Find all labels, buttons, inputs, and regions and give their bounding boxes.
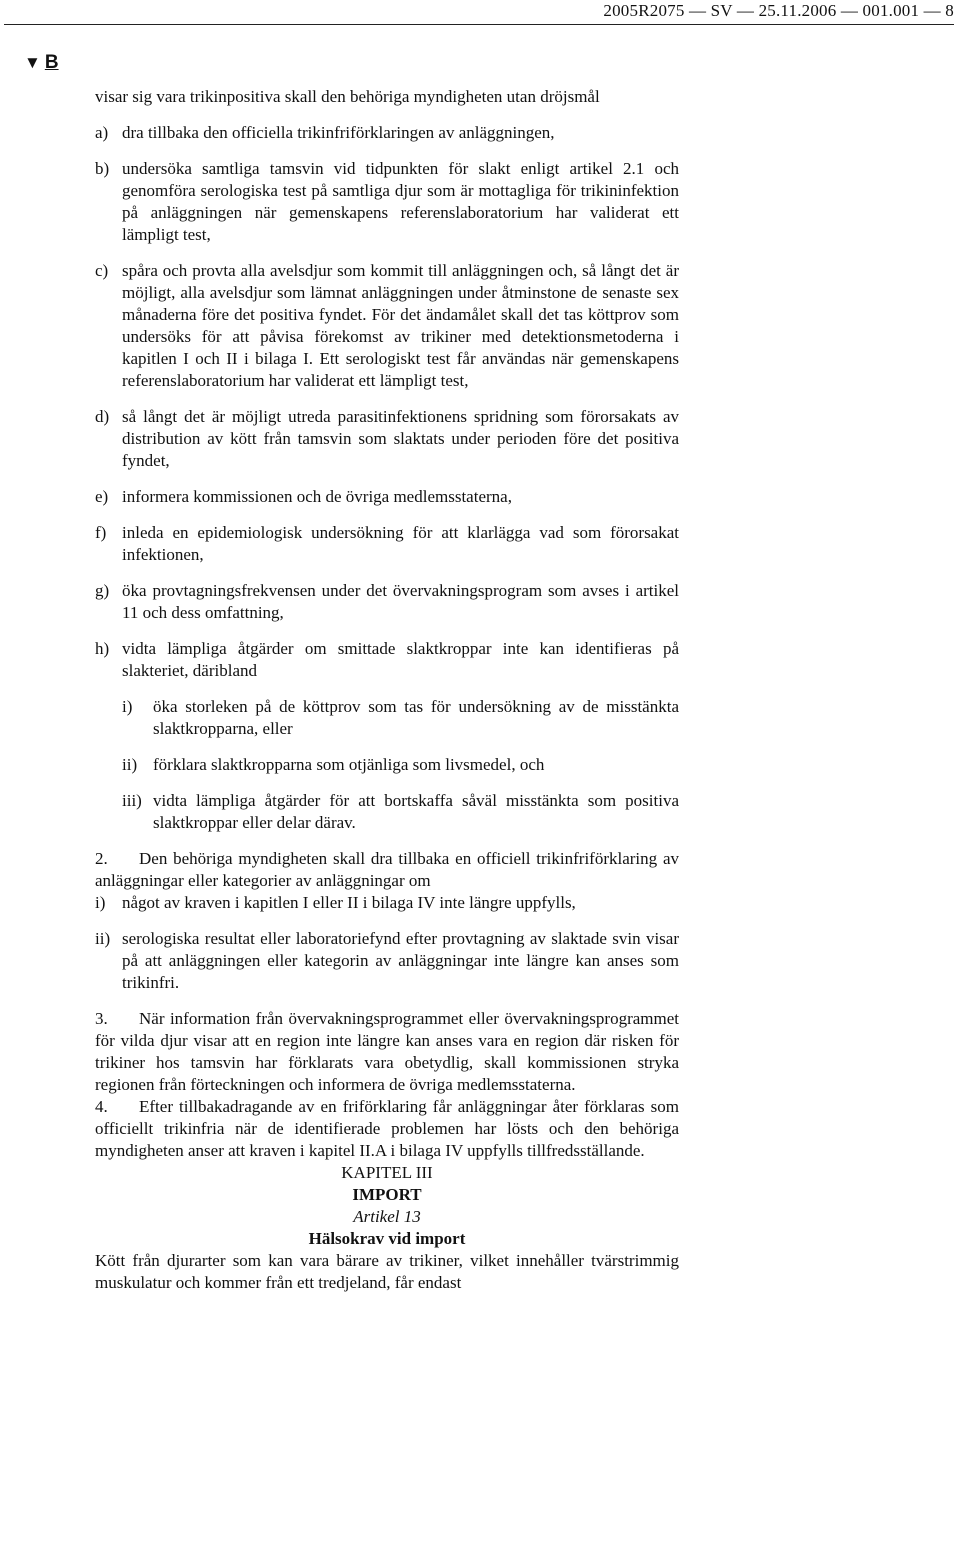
sub-list-text: öka storleken på de köttprov som tas för undersökning av de misstänkta slaktkropparna, eller xyxy=(153,697,679,738)
sub-list-label: iii) xyxy=(122,791,142,810)
list-item xyxy=(95,260,679,392)
paragraph-4 xyxy=(95,1096,679,1162)
sub-list-text: förklara slaktkropparna som otjänliga som livsmedel, och xyxy=(153,755,545,774)
list-text: undersöka samtliga tamsvin vid tidpunkten för slakt enligt artikel 2.1 och genomföra serologiska test på samtliga djur som är mottagliga för trikininfektion på anläggningen när gemenskapens referenslaboratorium har validerat ett lämpligt test, xyxy=(122,159,679,244)
list-label: b) xyxy=(95,159,110,178)
amendment-ref: B xyxy=(44,52,59,73)
paragraph-2 xyxy=(95,848,679,892)
paragraph-text: Efter tillbakadragande av en friförklaring får anläggningar åter förklaras som officiellt trikinfria när de identifierade problemen har lösts och den behöriga myndigheten anser att kraven i kapitel II.A i bilaga IV uppfylls tillfredsställande. xyxy=(95,1097,679,1160)
list-label: g) xyxy=(95,581,110,600)
list-label: i) xyxy=(95,893,106,912)
article-heading: Artikel 13 xyxy=(353,1207,421,1226)
list-text: inleda en epidemiologisk undersökning för att klarlägga vad som förorsakat infektionen, xyxy=(122,523,679,564)
list-item xyxy=(95,892,679,914)
list-item xyxy=(95,406,679,472)
list-item xyxy=(95,928,679,994)
running-header: 2005R2075 — SV — 25.11.2006 — 001.001 — 8 xyxy=(603,1,954,20)
sub-list-item xyxy=(95,696,679,740)
list-text: något av kraven i kapitlen I eller II i bilaga IV inte längre uppfylls, xyxy=(122,893,576,912)
sub-list-label: i) xyxy=(122,697,133,716)
list-label: h) xyxy=(95,639,110,658)
list-label: a) xyxy=(95,123,109,142)
triangle-down-icon: ▼ xyxy=(24,53,41,72)
chapter-title: IMPORT xyxy=(352,1185,422,1204)
paragraph-number: 4. xyxy=(95,1097,108,1116)
paragraph-text: När information från övervakningsprogrammet eller övervakningsprogrammet för vilda djur visar att en region inte längre kan anses vara en region där risken för trikiner hos tamsvin har förklarats vara obetydlig, skall kommissionen stryka regionen från förteckningen och informera de övriga medlemsstaterna. xyxy=(95,1009,679,1094)
paragraph-number: 2. xyxy=(95,849,108,868)
list-item xyxy=(95,638,679,682)
list-text: informera kommissionen och de övriga medlemsstaterna, xyxy=(122,487,512,506)
list-label: c) xyxy=(95,261,109,280)
list-text: spåra och provta alla avelsdjur som kommit till anläggningen och, så långt det är möjligt, alla avelsdjur som lämnat anläggningen under åtminstone de senaste sex månaderna före det positiva fyndet. För det ändamålet skall det tas köttprov som undersöks för att påvisa förekomst av trikiner med detektionsmetoderna i kapitlen I och II i bilaga I. Ett serologiskt test får användas när gemenskapens referenslaboratorium har validerat ett lämpligt test, xyxy=(122,261,679,390)
list-text: serologiska resultat eller laboratoriefynd efter provtagning av slaktade svin visar på att anläggningen eller kategorin av anläggningar inte längre kan anses som trikinfri. xyxy=(122,929,679,992)
list-label: e) xyxy=(95,487,109,506)
sub-list-label: ii) xyxy=(122,755,138,774)
list-label: d) xyxy=(95,407,110,426)
list-label: ii) xyxy=(95,929,111,948)
sub-list-item xyxy=(95,790,679,834)
list-label: f) xyxy=(95,523,107,542)
paragraph-text: Den behöriga myndigheten skall dra tillbaka en officiell trikinfriförklaring av anläggningar eller kategorier av anläggningar om xyxy=(95,849,679,890)
amendment-marker xyxy=(24,52,59,74)
list-item xyxy=(95,522,679,566)
list-item xyxy=(95,486,679,508)
chapter-heading: KAPITEL III xyxy=(341,1163,433,1182)
list-text: vidta lämpliga åtgärder om smittade slaktkroppar inte kan identifieras på slakteriet, däribland xyxy=(122,639,679,680)
list-item xyxy=(95,122,679,144)
paragraph-number: 3. xyxy=(95,1009,108,1028)
paragraph-3 xyxy=(95,1008,679,1096)
list-item xyxy=(95,580,679,624)
intro-text: visar sig vara trikinpositiva skall den behöriga myndigheten utan dröjsmål xyxy=(95,87,600,106)
list-text: dra tillbaka den officiella trikinfriförklaringen av anläggningen, xyxy=(122,123,555,142)
sub-list-text: vidta lämpliga åtgärder för att bortskaffa såväl misstänkta som positiva slaktkroppar eller delar därav. xyxy=(153,791,679,832)
article-text: Kött från djurarter som kan vara bärare av trikiner, vilket innehåller tvärstrimmig muskulatur och kommer från ett tredjeland, får endast xyxy=(95,1251,679,1292)
list-item xyxy=(95,158,679,246)
sub-list-item xyxy=(95,754,679,776)
article-title: Hälsokrav vid import xyxy=(308,1229,466,1248)
list-text: öka provtagningsfrekvensen under det övervakningsprogram som avses i artikel 11 och dess omfattning, xyxy=(122,581,679,622)
header-rule xyxy=(4,24,954,25)
list-text: så långt det är möjligt utreda parasitinfektionens spridning som förorsakats av distribution av kött från tamsvin som slaktats under perioden före det positiva fyndet, xyxy=(122,407,679,470)
document-body xyxy=(95,86,679,1294)
